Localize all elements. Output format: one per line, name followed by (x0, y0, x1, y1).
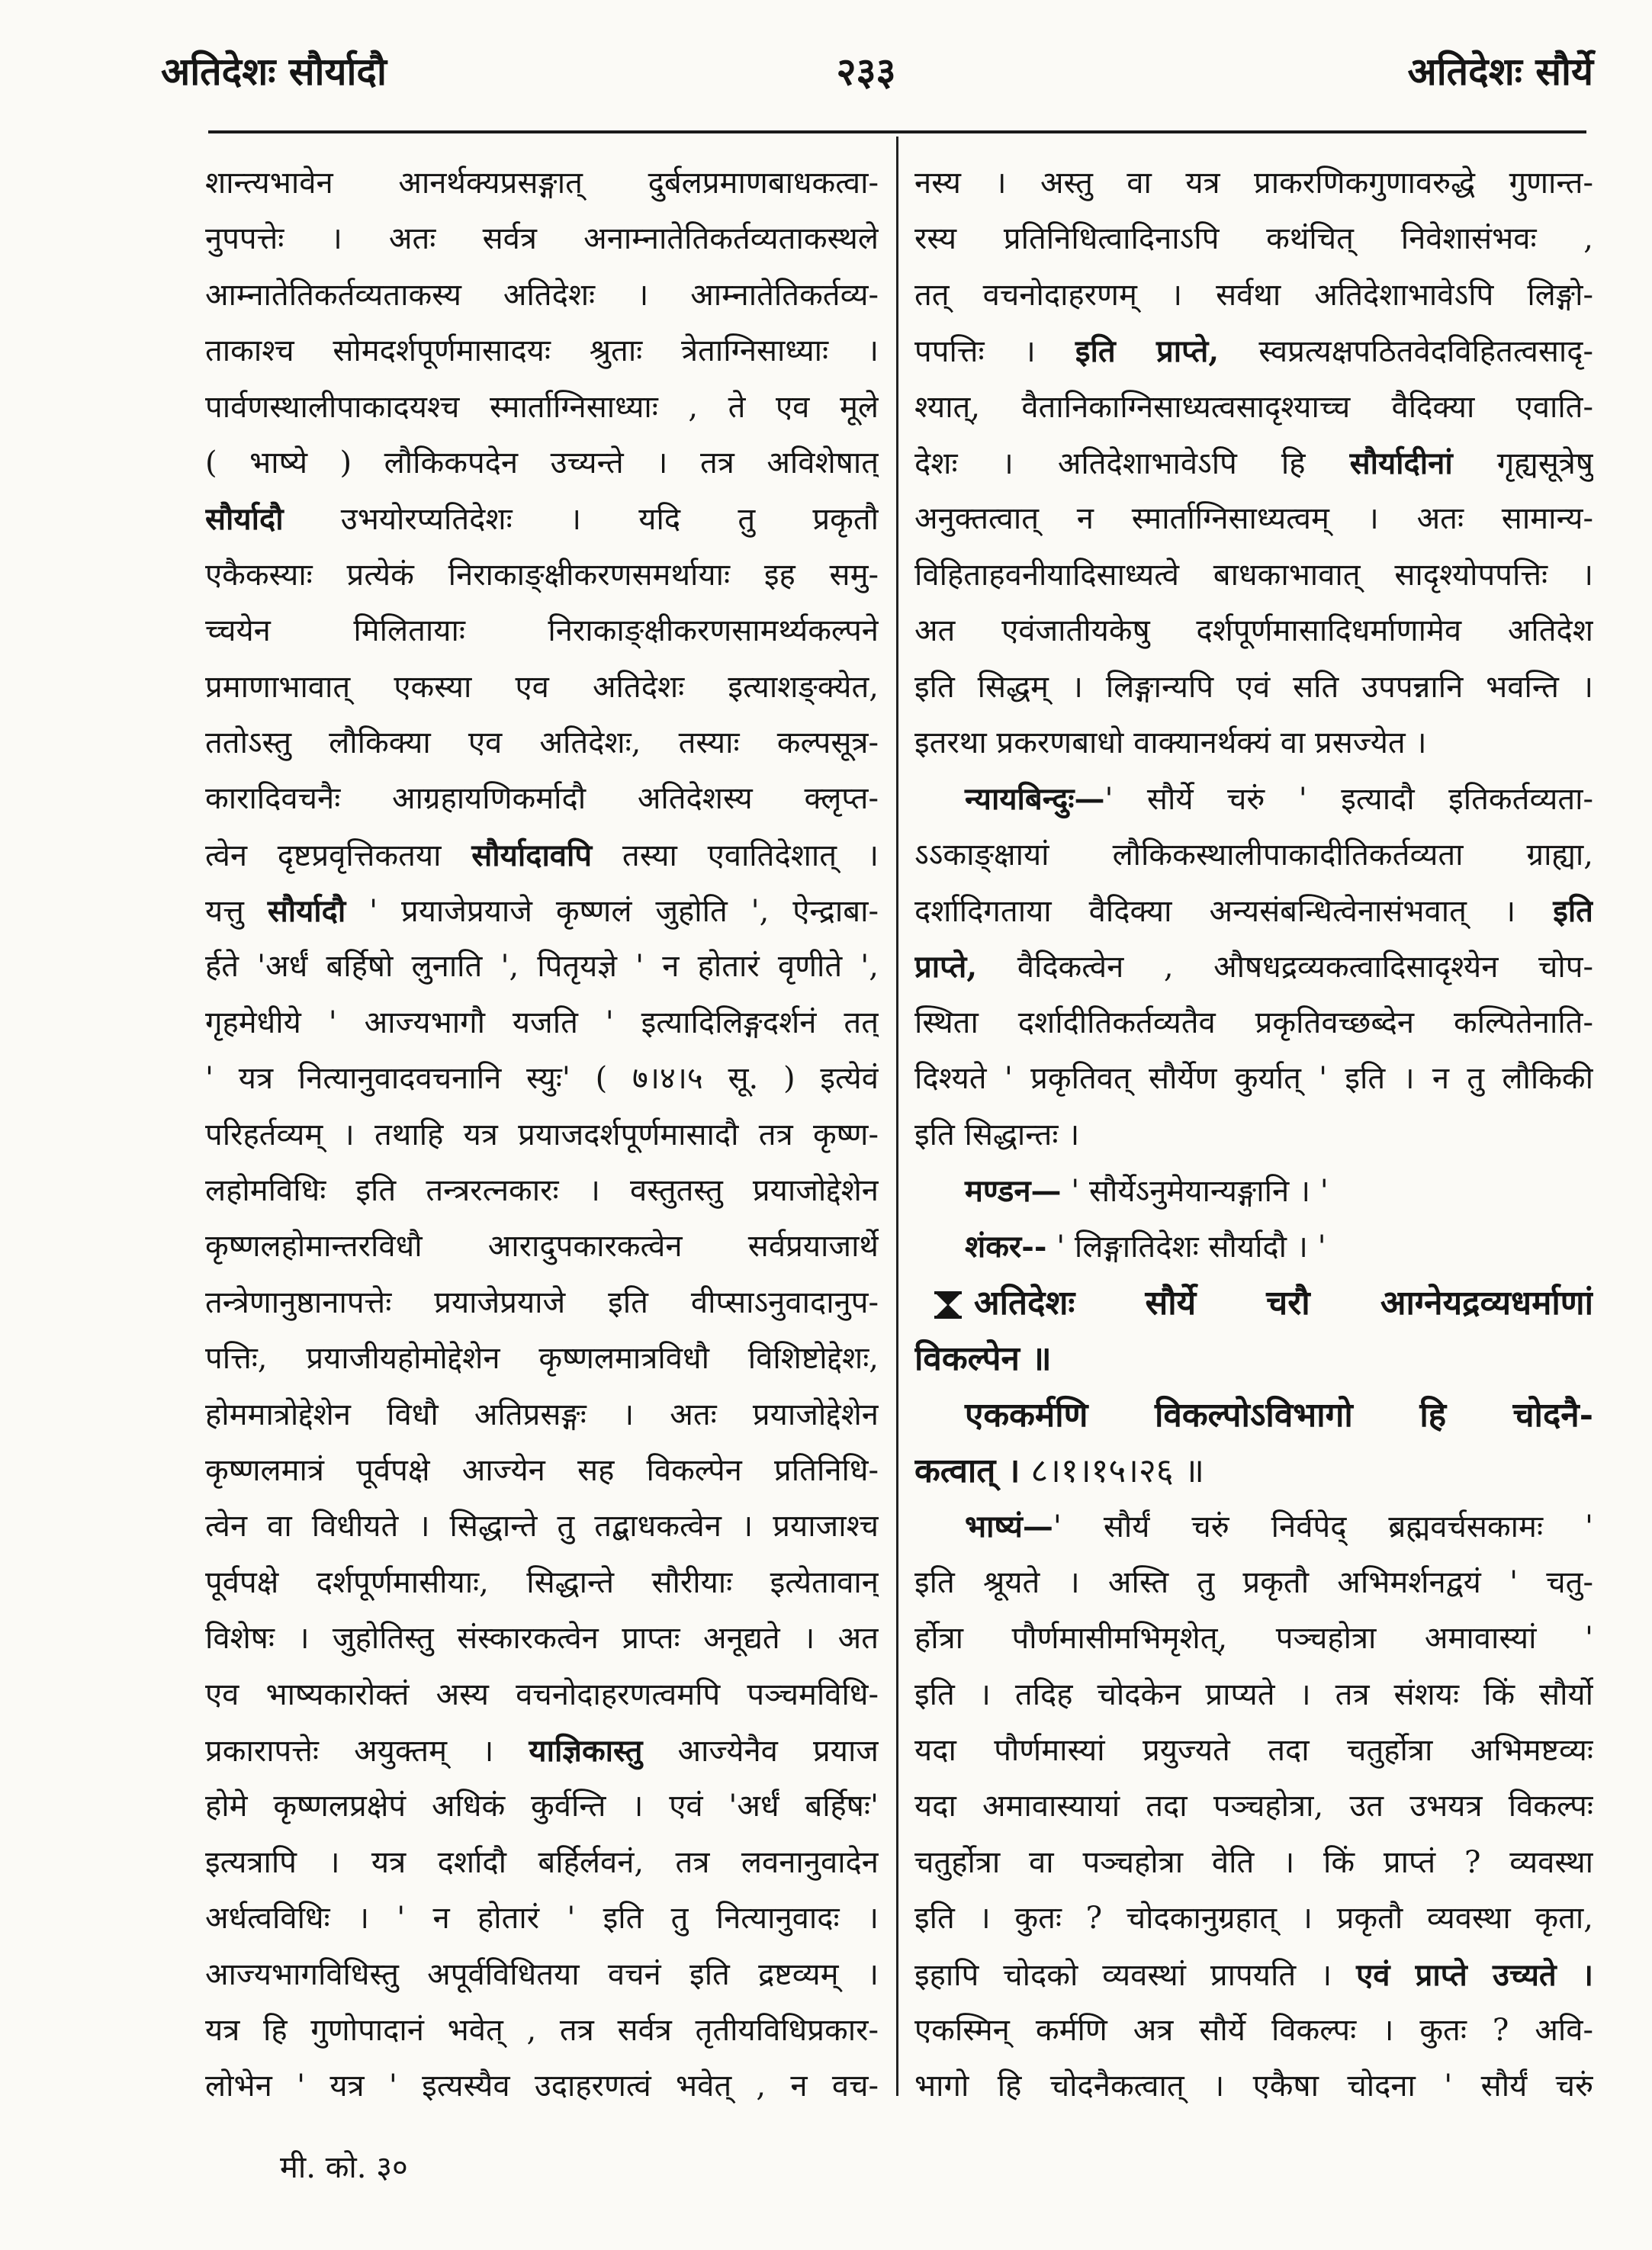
right-column-line (914, 883, 1593, 939)
text-run: तन्त्रेणानुष्ठानापत्तेः प्रयाजेप्रयाजे इति वीप्साऽनुवादानुप- (205, 1284, 879, 1320)
text-run: यत्र हि गुणोपादानं भवेत् , तत्र सर्वत्र तृतीयविधिप्रकार- (205, 2012, 879, 2048)
left-column-line (205, 715, 879, 771)
right-column-line (914, 1499, 1593, 1554)
emphasized-text: सौर्यादौ (205, 501, 284, 538)
column-divider (896, 137, 898, 2096)
left-column-line (205, 1555, 879, 1611)
left-column-line (205, 1331, 879, 1387)
text-run: चतुर्होत्रा वा पञ्चहोत्रा वेति । किं प्राप्तं ? व्यवस्था (914, 1844, 1593, 1880)
right-column-line (914, 1779, 1593, 1834)
right-column-line (914, 828, 1593, 883)
text-run: ताकाश्च सोमदर्शपूर्णमासादयः श्रुताः त्रेताग्निसाध्याः । (205, 333, 879, 369)
emphasized-text: याज्ञिकास्तु (529, 1732, 643, 1769)
text-run: दिश्यते ' प्रकृतिवत् सौर्येण कुर्यात् ' इति । न तु लौकिकी (914, 1061, 1593, 1097)
emphasized-text: भाष्यं— (965, 1509, 1053, 1545)
text-run: ( भाष्ये ) लौकिकपदेन उच्यन्ते । तत्र अविशेषात् (205, 445, 879, 481)
page-number: २३३ (836, 49, 896, 94)
right-column-line (914, 771, 1593, 827)
text-run: गृह्यसूत्रेषु (1452, 445, 1593, 481)
right-column-line (914, 211, 1593, 267)
text-run: यदा अमावास्यायां तदा पञ्चहोत्रा, उत उभयत्र विकल्पः (914, 1789, 1593, 1824)
text-run: इति । कुतः ? चोदकानुग्रहात् । प्रकृतौ व्यवस्था कृता, (914, 1901, 1593, 1937)
text-run: भागो हि चोदनैकत्वात् । एकैषा चोदना ' सौर्यं चरुं (914, 2068, 1593, 2104)
text-run: कृष्णलमात्रं पूर्वपक्षे आज्येन सह विकल्पेन प्रतिनिधि- (205, 1452, 879, 1488)
emphasized-text: इति (1553, 893, 1593, 930)
right-column-line (914, 323, 1593, 379)
right-column-line (914, 156, 1593, 211)
left-column-line (205, 1051, 879, 1107)
text-run: श्यात्, वैतानिकाग्निसाध्यत्वसादृश्याच्च वैदिक्या एवाति- (914, 389, 1593, 425)
text-run: यत्तु (205, 894, 268, 930)
right-column-line (914, 1163, 1593, 1219)
text-run: एव भाष्यकारोक्तं अस्य वचनोदाहरणत्वमपि पञ्चमविधि- (205, 1676, 879, 1712)
left-column-line (205, 436, 879, 491)
text-run: ततोऽस्तु लौकिक्या एव अतिदेशः, तस्याः कल्पसूत्र- (205, 725, 879, 760)
text-run: स्वप्रत्यक्षपठितवेदविहितत्वसादृ- (1219, 334, 1593, 370)
left-column-line (205, 156, 879, 211)
text-run: इति श्रूयते । अस्ति तु प्रकृतौ अभिमर्शनद्वयं ' चतु- (914, 1564, 1593, 1600)
header-rule (208, 130, 1586, 133)
running-head-left: अतिदेशः सौर्यादौ (161, 49, 387, 94)
text-run: देशः । अतिदेशाभावेऽपि हि (914, 445, 1350, 481)
left-column-line (205, 603, 879, 659)
text-run: यदा पौर्णमास्यां प्रयुज्यते तदा चतुर्होत्रा अभिमष्टव्यः (914, 1732, 1593, 1768)
right-column-line (914, 2003, 1593, 2059)
text-run: एकैकस्याः प्रत्येकं निराकाङ्क्षीकरणसमर्थायाः इह समु- (205, 557, 879, 593)
text-run: एकस्मिन् कर्मणि अत्र सौर्ये विकल्पः । कुतः ? अवि- (914, 2012, 1593, 2048)
right-column-line (914, 548, 1593, 603)
text-run: ' सौर्येऽनुमेयान्यङ्गानि । ' (1061, 1174, 1329, 1210)
left-column-line (205, 771, 879, 827)
running-head-right: अतिदेशः सौर्ये (1407, 49, 1593, 94)
text-run: कारादिवचनैः आग्रहायणिकर्मादौ अतिदेशस्य क्लृप्त- (205, 781, 879, 817)
text-run: आज्येनैव प्रयाज (642, 1733, 879, 1769)
left-column-line (205, 939, 879, 995)
right-column-line (914, 1723, 1593, 1779)
left-column-line (205, 323, 879, 379)
text-run: इति सिद्धम् । लिङ्गान्यपि एवं सति उपपन्नानि भवन्ति । (914, 669, 1593, 705)
right-column-line (914, 1107, 1593, 1163)
text-run: पूर्वपक्षे दर्शपूर्णमासीयाः, सिद्धान्ते सौरीयाः इत्येतावान् (205, 1564, 879, 1600)
text-run: च्चयेन मिलितायाः निराकाङ्क्षीकरणसामर्थ्यकल्पने (205, 613, 879, 649)
text-run: होममात्रोद्देशेन विधौ अतिप्रसङ्गः । अतः प्रयाजोद्देशेन (205, 1397, 879, 1432)
text-run: र्हते 'अर्धं बर्हिषो लुनाति ', पितृयज्ञे ' न होतारं वृणीते ', (205, 949, 879, 985)
left-column-line (205, 548, 879, 603)
right-column-line (914, 1051, 1593, 1107)
text-run: वैदिकत्वेन , औषधद्रव्यकत्वादिसादृश्येन चोप- (977, 950, 1593, 985)
footer-signature: मी. को. ३० (280, 2150, 408, 2185)
text-run: प्रकारापत्तेः अयुक्तम् । (205, 1733, 529, 1769)
text-run: गृहमेधीये ' आज्यभागौ यजति ' इत्यादिलिङ्गदर्शनं तत् (205, 1004, 879, 1040)
text-run: ' लिङ्गातिदेशः सौर्यादौ । ' (1046, 1229, 1326, 1265)
right-column-line (914, 939, 1593, 995)
text-run: इति । तदिह चोदकेन प्राप्यते । तत्र संशयः किं सौर्यो (914, 1676, 1593, 1712)
right-column-line (914, 715, 1593, 771)
left-column-line (205, 491, 879, 547)
text-run: होमे कृष्णलप्रक्षेपं अधिकं कुर्वन्ति । एवं 'अर्धं बर्हिषः' (205, 1789, 879, 1824)
right-column-line (914, 380, 1593, 436)
text-run: अनुक्तत्वात् न स्मार्ताग्निसाध्यत्वम् । अतः सामान्य- (914, 501, 1593, 537)
text-run: इहापि चोदको व्यवस्थां प्रापयति । (914, 1957, 1357, 1993)
right-column-line (914, 1947, 1593, 2003)
text-run: ' प्रयाजेप्रयाजे कृष्णलं जुहोति ', ऐन्द्राबा- (346, 894, 879, 930)
text-run: आम्नातेतिकर्तव्यताकस्य अतिदेशः । आम्नातेतिकर्तव्य- (205, 277, 879, 313)
left-column-line (205, 1107, 879, 1163)
emphasized-text: एवं प्राप्ते उच्यते । (1356, 1956, 1593, 1993)
emphasized-text: कत्वात् । (914, 1451, 1020, 1490)
left-column-line (205, 1611, 879, 1667)
right-column-line (914, 491, 1593, 547)
text-run: अत एवंजातीयकेषु दर्शपूर्णमासादिधर्माणामेव अतिदेश (914, 613, 1593, 649)
emphasized-text: मण्डन— (965, 1173, 1062, 1210)
text-run: तत् वचनोदाहरणम् । सर्वथा अतिदेशाभावेऽपि लिङ्गो- (914, 277, 1593, 313)
right-column-line (914, 1891, 1593, 1946)
left-column-line (205, 1275, 879, 1331)
left-column-line (205, 1891, 879, 1946)
text-run: अर्धत्वविधिः । ' न होतारं ' इति तु नित्यानुवादः । (205, 1901, 879, 1937)
left-column-line (205, 1387, 879, 1443)
text-run: त्वेन वा विधीयते । सिद्धान्ते तु तद्बाधकत्वेन । प्रयाजाश्च (205, 1509, 879, 1544)
section-mark-icon (933, 1290, 963, 1320)
text-run: स्थिता दर्शादीतिकर्तव्यतैव प्रकृतिवच्छब्देन कल्पितेनाति- (914, 1004, 1593, 1040)
text-run: शान्त्यभावेन आनर्थक्यप्रसङ्गात् दुर्बलप्रमाणबाधकत्वा- (205, 166, 879, 201)
text-run: दर्शादिगताया वैदिक्या अन्यसंबन्धित्वेनासंभवात् । (914, 894, 1554, 930)
text-run: नस्य । अस्तु वा यत्र प्राकरणिकगुणावरुद्धे गुणान्त- (914, 166, 1593, 201)
right-column-line (914, 2059, 1593, 2114)
right-column-line (914, 436, 1593, 491)
left-column-line (205, 995, 879, 1051)
left-column-line (205, 1835, 879, 1891)
emphasized-text: सौर्यादीनां (1349, 445, 1453, 481)
left-column-line (205, 2059, 879, 2114)
text-run: पार्वणस्थालीपाकादयश्च स्मार्ताग्निसाध्याः , ते एव मूले (205, 389, 879, 425)
right-column-line (914, 1835, 1593, 1891)
emphasized-text: अतिदेशः सौर्ये चरौ आग्नेयद्रव्यधर्माणां (974, 1283, 1593, 1323)
text-run: ' सौर्ये चरुं ' इत्यादौ इतिकर्तव्यता- (1104, 782, 1593, 818)
left-column-line (205, 211, 879, 267)
left-column-line (205, 828, 879, 883)
emphasized-text: शंकर-- (965, 1229, 1047, 1265)
text-run: ८।१।१५।२६ ॥ (1020, 1451, 1205, 1490)
text-run: इति सिद्धान्तः । (914, 1117, 1080, 1152)
text-run: लोभेन ' यत्र ' इत्यस्यैव उदाहरणत्वं भवेत् , न वच- (205, 2068, 879, 2104)
right-column-line (914, 1667, 1593, 1723)
right-column-line (914, 1387, 1593, 1443)
text-run: नुपपत्तेः । अतः सर्वत्र अनाम्नातेतिकर्तव्यताकस्थले (205, 221, 879, 257)
left-column-line (205, 1779, 879, 1834)
text-run: इतरथा प्रकरणबाधो वाक्यानर्थक्यं वा प्रसज्येत । (914, 725, 1427, 760)
left-column-line (205, 1667, 879, 1723)
left-column-line (205, 1163, 879, 1219)
left-column-line (205, 380, 879, 436)
text-run: रस्य प्रतिनिधित्वादिनाऽपि कथंचित् निवेशासंभवः , (914, 221, 1593, 257)
right-column-line (914, 603, 1593, 659)
text-run: प्रमाणाभावात् एकस्या एव अतिदेशः इत्याशङ्क्येत, (205, 669, 879, 705)
text-run: उभयोरप्यतिदेशः । यदि तु प्रकृतौ (283, 502, 879, 538)
text-run: परिहर्तव्यम् । तथाहि यत्र प्रयाजदर्शपूर्णमासादौ तत्र कृष्ण- (205, 1117, 879, 1152)
right-column-line (914, 1443, 1593, 1499)
left-column-line (205, 1947, 879, 2003)
left-column (205, 156, 879, 2115)
text-run: पपत्तिः । (914, 334, 1075, 370)
emphasized-text: प्राप्ते, (914, 949, 978, 985)
left-column-line (205, 1219, 879, 1274)
emphasized-text: विकल्पेन ॥ (914, 1339, 1052, 1379)
right-column-line (914, 1275, 1593, 1331)
right-column-line (914, 995, 1593, 1051)
left-column-line (205, 1499, 879, 1554)
text-run: ' सौर्यं चरुं निर्वपेद् ब्रह्मवर्चसकामः ' (1053, 1509, 1593, 1545)
emphasized-text: न्यायबिन्दुः— (965, 781, 1105, 818)
text-run: ऽऽकाङ्क्षायां लौकिकस्थालीपाकादीतिकर्तव्यता ग्राह्या, (914, 837, 1593, 873)
right-column-line (914, 1331, 1593, 1387)
right-column-line (914, 268, 1593, 323)
right-column-line (914, 1611, 1593, 1667)
text-run: कृष्णलहोमान्तरविधौ आरादुपकारकत्वेन सर्वप्रयाजार्थे (205, 1229, 879, 1265)
text-run: त्वेन दृष्टप्रवृत्तिकतया (205, 837, 472, 873)
text-run: विहिताहवनीयादिसाध्यत्वे बाधकाभावात् सादृश्योपपत्तिः । (914, 557, 1593, 593)
left-column-line (205, 660, 879, 715)
emphasized-text: सौर्यादौ (267, 893, 346, 930)
left-column-line (205, 2003, 879, 2059)
text-run: ' यत्र नित्यानुवादवचनानि स्युः' ( ७।४।५ सू. ) इत्येवं (205, 1061, 879, 1097)
text-run: इत्यत्रापि । यत्र दर्शादौ बर्हिर्लवनं, तत्र लवनानुवादेन (205, 1844, 879, 1880)
text-run: र्होत्रा पौर्णमासीमभिमृशेत्, पञ्चहोत्रा अमावास्यां ' (914, 1621, 1593, 1657)
right-column (914, 156, 1593, 2115)
left-column-line (205, 1443, 879, 1499)
left-column-line (205, 1723, 879, 1779)
emphasized-text: एककर्मणि विकल्पोऽविभागो हि चोदनै- (965, 1395, 1593, 1435)
text-run: लहोमविधिः इति तन्त्ररत्नकारः । वस्तुतस्तु प्रयाजोद्देशेन (205, 1173, 879, 1209)
right-column-line (914, 1219, 1593, 1274)
left-column-line (205, 268, 879, 323)
emphasized-text: सौर्यादावपि (471, 837, 593, 873)
emphasized-text: इति प्राप्ते, (1075, 333, 1220, 370)
right-column-line (914, 660, 1593, 715)
text-run: विशेषः । जुहोतिस्तु संस्कारकत्वेन प्राप्तः अनूद्यते । अत (205, 1621, 879, 1657)
text-run: तस्या एवातिदेशात् । (592, 837, 879, 873)
text-run: पत्तिः, प्रयाजीयहोमोद्देशेन कृष्णलमात्रविधौ विशिष्टोद्देशः, (205, 1341, 879, 1377)
left-column-line (205, 883, 879, 939)
right-column-line (914, 1555, 1593, 1611)
text-run: आज्यभागविधिस्तु अपूर्वविधितया वचनं इति द्रष्टव्यम् । (205, 1956, 879, 1992)
